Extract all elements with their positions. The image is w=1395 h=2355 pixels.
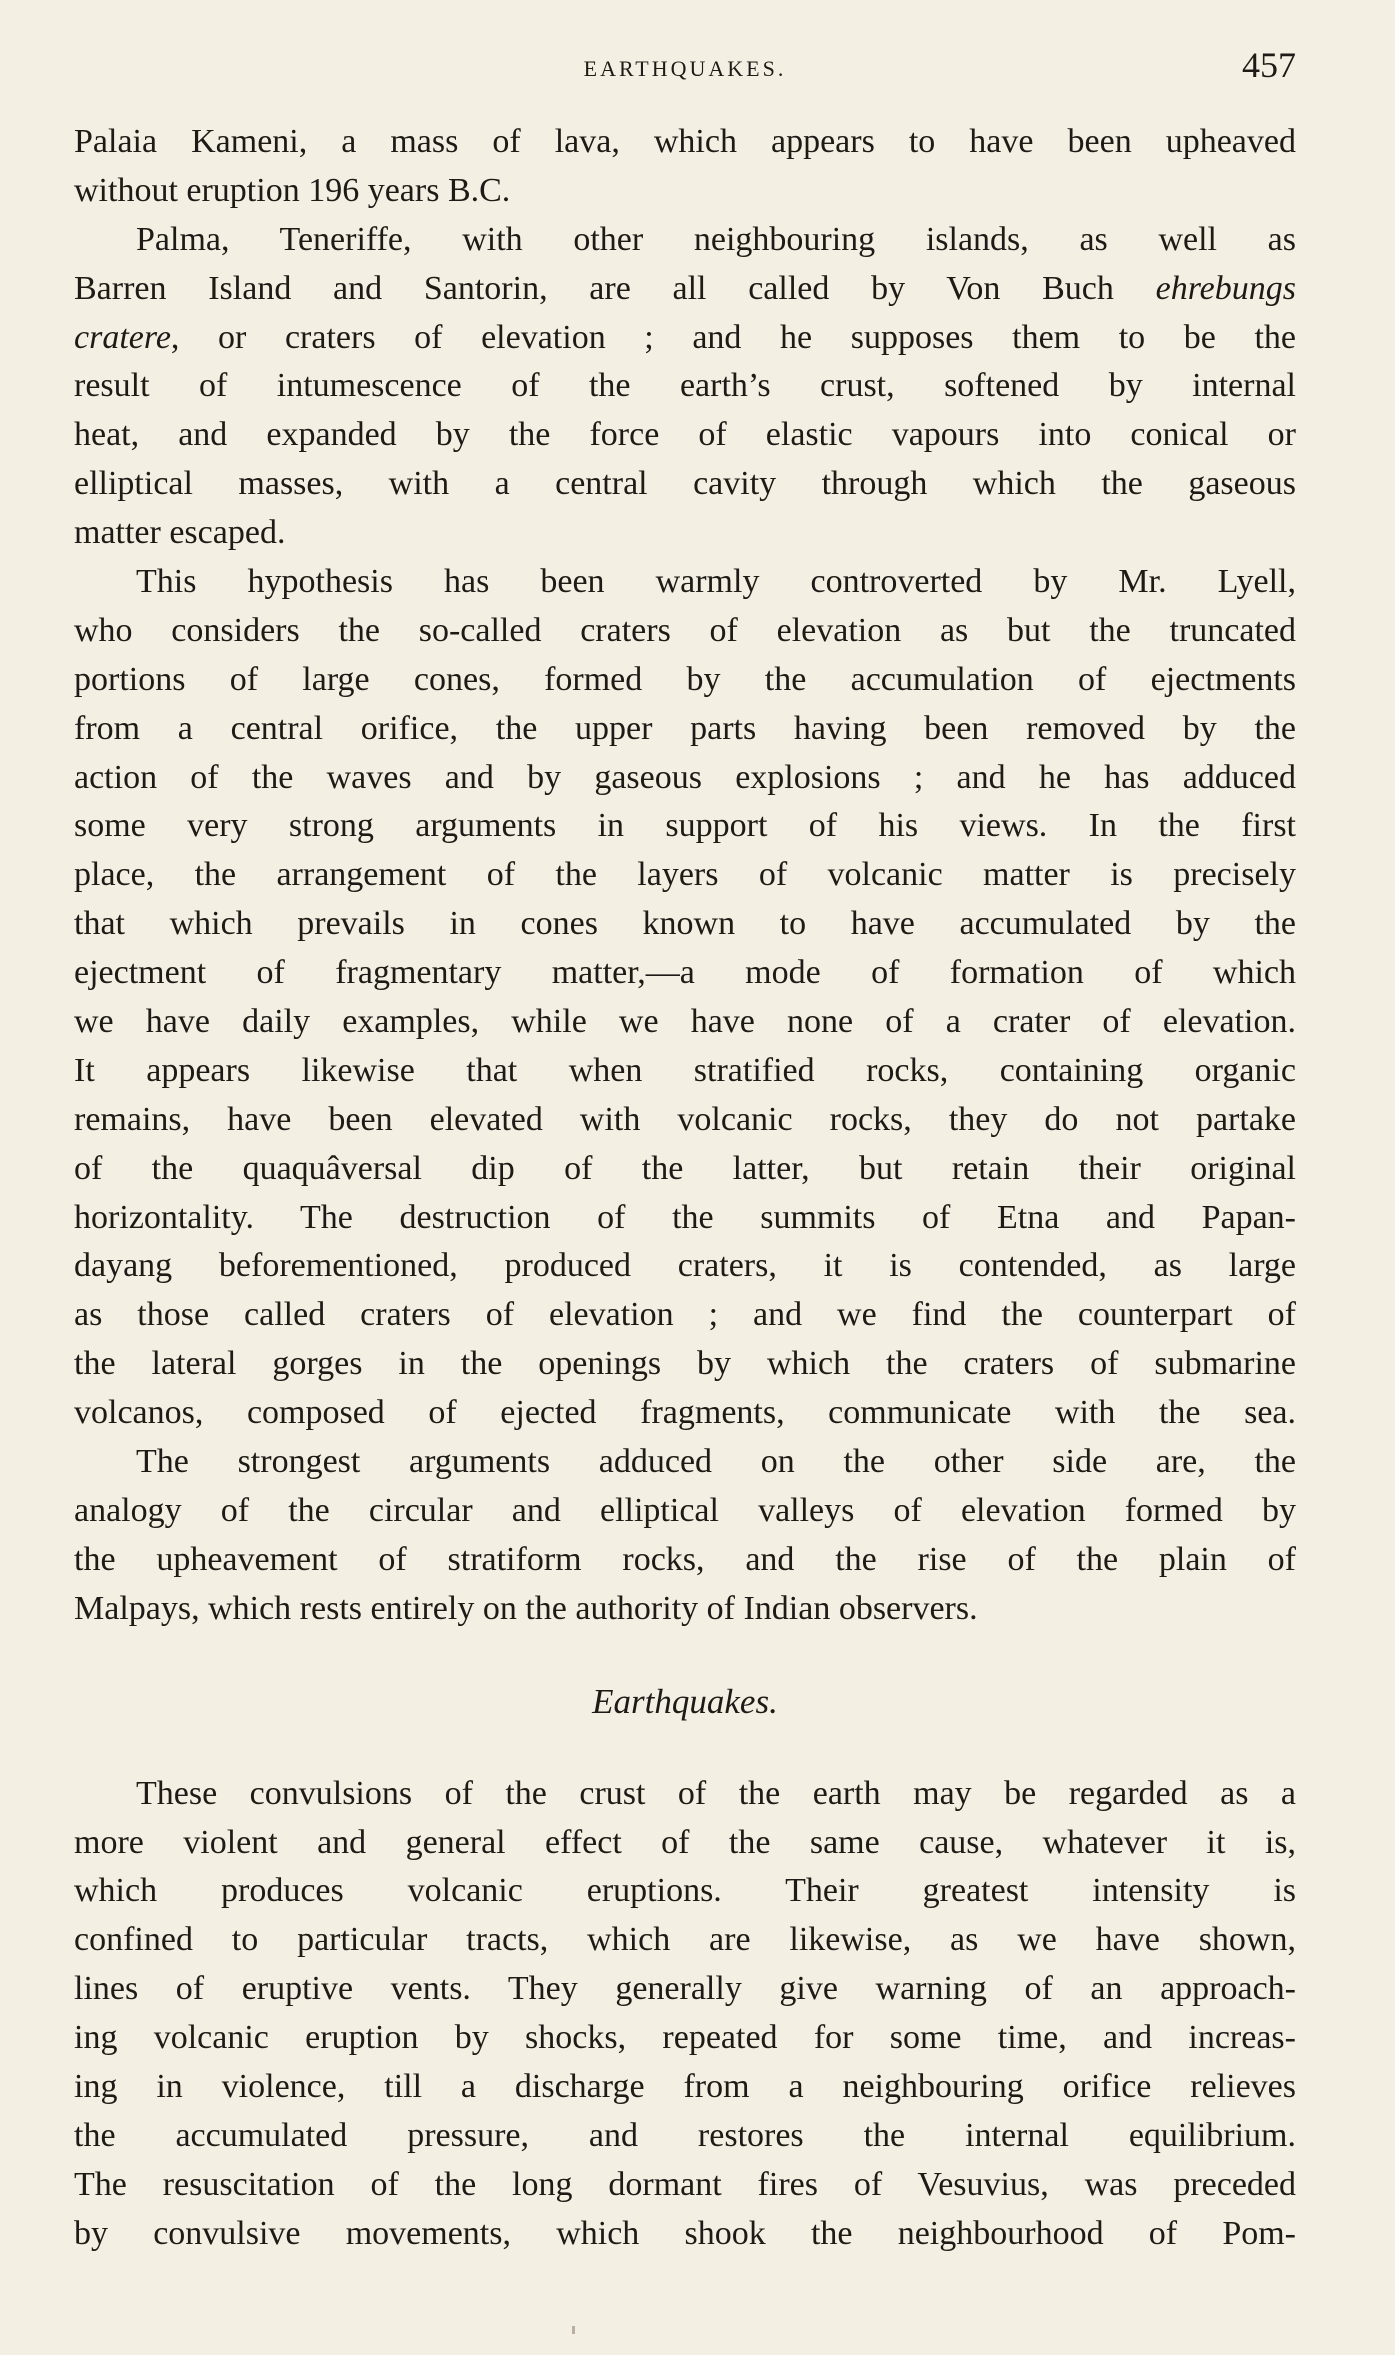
text-line: analogy of the circular and elliptical valleys of elevation formed by	[74, 1491, 1296, 1529]
inline-emphasis: B.C.	[447, 171, 511, 209]
text-line: which produces volcanic eruptions. Their greatest intensity is	[74, 1872, 1296, 1910]
text-line: Palaia Kameni, a mass of lava, which appears to have been upheaved	[74, 123, 1296, 160]
text-line: elliptical masses, with a central cavity through which the gaseous	[74, 465, 1296, 503]
text-line: without eruption 196 years B.C.	[74, 171, 511, 209]
text-line: result of intumescence of the earth’s crust, softened by internal	[74, 367, 1296, 405]
text-line: The strongest arguments adduced on the other side are, the	[136, 1443, 1296, 1481]
text-line: ing in violence, till a discharge from a neighbouring orifice relieves	[74, 2067, 1296, 2105]
text-line: This hypothesis has been warmly controverted by Mr. Lyell,	[136, 563, 1296, 601]
inline-emphasis: ehrebungs	[1155, 269, 1296, 307]
text-line: cratere, or craters of elevation ; and he supposes them to be the	[74, 318, 1296, 356]
text-line: by convulsive movements, which shook the neighbourhood of Pom-	[74, 2214, 1296, 2252]
text-line: we have daily examples, while we have none of a crater of elevation.	[74, 1003, 1296, 1041]
inline-emphasis: cratere	[74, 318, 171, 356]
text-line: heat, and expanded by the force of elastic vapours into conical or	[74, 416, 1296, 454]
text-line: more violent and general effect of the same cause, whatever it is,	[74, 1823, 1296, 1861]
text-line: the upheavement of stratiform rocks, and the rise of the plain of	[74, 1540, 1296, 1578]
text-line: These convulsions of the crust of the earth may be regarded as a	[136, 1774, 1296, 1812]
text-line: It appears likewise that when stratified rocks, containing organic	[74, 1051, 1296, 1089]
text-line: the accumulated pressure, and restores the internal equilibrium.	[74, 2116, 1296, 2154]
running-head	[74, 44, 1296, 104]
text-line: Palma, Teneriffe, with other neighbouring islands, as well as	[136, 220, 1296, 258]
text-line: Barren Island and Santorin, are all called by Von Buch ehrebungs	[74, 269, 1296, 307]
running-title: EARTHQUAKES.	[583, 56, 787, 81]
text-line: ejectment of fragmentary matter,—a mode of formation of which	[74, 954, 1296, 992]
paper-mark	[572, 2326, 575, 2334]
text-line: the lateral gorges in the openings by which the craters of submarine	[74, 1345, 1296, 1383]
text-line: remains, have been elevated with volcanic rocks, they do not partake	[74, 1100, 1296, 1138]
text-line: volcanos, composed of ejected fragments, communicate with the sea.	[74, 1394, 1296, 1432]
text-line: some very strong arguments in support of his views. In the first	[74, 807, 1296, 845]
text-line: The resuscitation of the long dormant fires of Vesuvius, was preceded	[74, 2165, 1296, 2203]
text-line: portions of large cones, formed by the accumulation of ejectments	[74, 660, 1296, 698]
text-line: lines of eruptive vents. They generally give warning of an approach-	[74, 1970, 1296, 2008]
text-line: place, the arrangement of the layers of volcanic matter is precisely	[74, 856, 1296, 894]
text-line: as those called craters of elevation ; and we find the counterpart of	[74, 1296, 1296, 1334]
text-line: ing volcanic eruption by shocks, repeated for some time, and increas-	[74, 2019, 1296, 2057]
text-line: horizontality. The destruction of the summits of Etna and Papan-	[74, 1198, 1296, 1236]
page-body	[74, 118, 1296, 2259]
text-line: dayang beforementioned, produced craters, it is contended, as large	[74, 1247, 1296, 1285]
section-heading: Earthquakes.	[592, 1681, 778, 1721]
text-line: who considers the so-called craters of elevation as but the truncated	[74, 611, 1296, 649]
text-line: from a central orifice, the upper parts having been removed by the	[74, 709, 1296, 747]
text-line: confined to particular tracts, which are likewise, as we have shown,	[74, 1921, 1296, 1959]
text-line: of the quaquâversal dip of the latter, but retain their original	[74, 1149, 1296, 1187]
text-line: Malpays, which rests entirely on the authority of Indian observers.	[74, 1589, 978, 1627]
page-number: 457	[1242, 45, 1296, 85]
text-line: matter escaped.	[74, 514, 286, 552]
text-line: that which prevails in cones known to have accumulated by the	[74, 905, 1296, 943]
text-line: action of the waves and by gaseous explosions ; and he has adduced	[74, 758, 1296, 796]
